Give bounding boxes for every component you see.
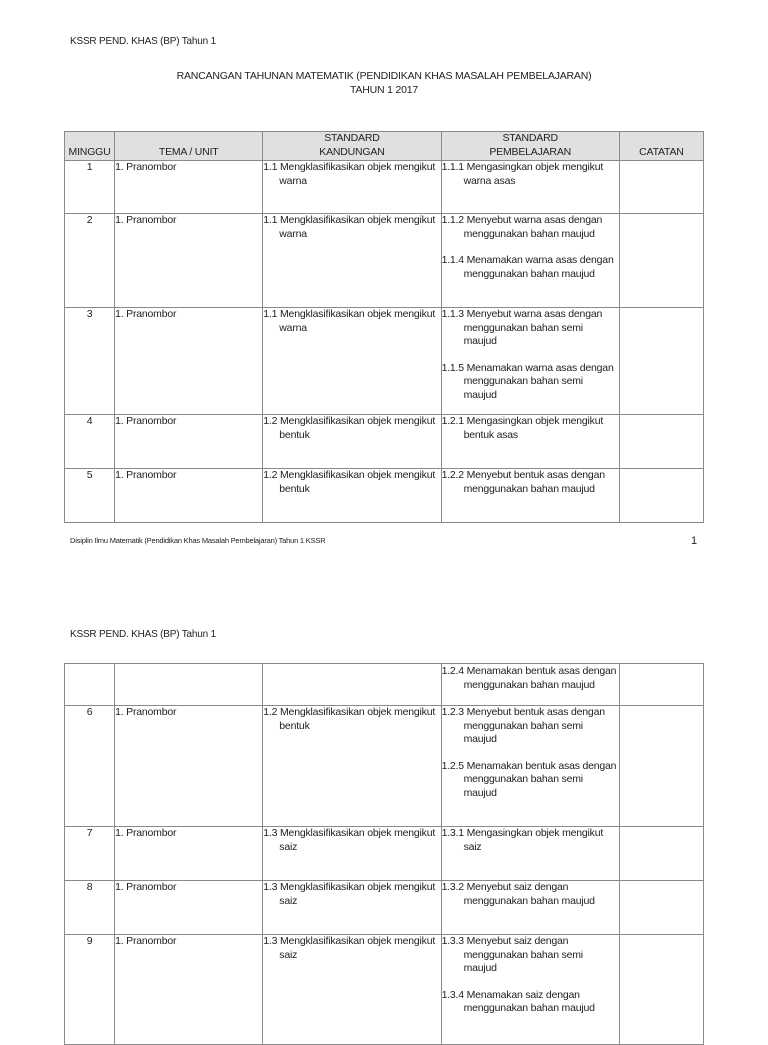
- cell-kandungan: [263, 881, 441, 935]
- cell-pembelajaran: [441, 469, 619, 523]
- cell-catatan: [619, 706, 703, 827]
- cell-tema: 1. Pranombor: [115, 881, 263, 935]
- standard-item: [263, 308, 440, 335]
- cell-kandungan: [263, 469, 441, 523]
- standard-num: 1.1: [263, 308, 278, 320]
- cell-catatan: [619, 161, 703, 214]
- cell-catatan: [619, 214, 703, 308]
- cell-minggu: [65, 664, 115, 706]
- standard-text: Mengklasifikasikan objek mengikut bentuk: [279, 415, 436, 441]
- standard-text: Menyebut bentuk asas dengan menggunakan bahan maujud: [463, 469, 605, 495]
- cell-minggu: 1: [65, 161, 115, 214]
- cell-kandungan: [263, 706, 441, 827]
- standard-num: 1.2: [263, 469, 278, 481]
- standard-item: [442, 665, 619, 692]
- table-row: [65, 308, 704, 415]
- cell-kandungan: [263, 214, 441, 308]
- standard-item: [442, 760, 619, 801]
- cell-catatan: [619, 308, 703, 415]
- standard-num: 1.2.2: [441, 469, 464, 481]
- standard-num: 1.3.3: [441, 935, 464, 947]
- standard-text: Mengklasifikasikan objek mengikut saiz: [279, 881, 436, 907]
- standard-text: Menamakan warna asas dengan menggunakan bahan maujud: [463, 254, 614, 280]
- cell-minggu: 3: [65, 308, 115, 415]
- table-row: [65, 827, 704, 881]
- standard-num: 1.3: [263, 881, 278, 893]
- document-title: [64, 69, 704, 97]
- standard-text: Mengklasifikasikan objek mengikut warna: [279, 214, 436, 240]
- standard-text: Menyebut saiz dengan menggunakan bahan maujud: [463, 881, 595, 907]
- header-catatan: CATATAN: [619, 132, 703, 161]
- header-pembelajaran-line2: PEMBELAJARAN: [489, 145, 572, 158]
- standard-num: 1.3.1: [441, 827, 464, 839]
- cell-kandungan: [263, 308, 441, 415]
- table-row: [65, 664, 704, 706]
- document-title-line2: TAHUN 1 2017: [349, 84, 419, 96]
- cell-minggu: 8: [65, 881, 115, 935]
- cell-kandungan: [263, 161, 441, 214]
- standard-text: Menamakan bentuk asas dengan menggunakan bahan semi maujud: [463, 759, 617, 799]
- cell-pembelajaran: [441, 664, 619, 706]
- standard-text: Menamakan warna asas dengan menggunakan bahan semi maujud: [463, 361, 614, 401]
- cell-tema: 1. Pranombor: [115, 214, 263, 308]
- standard-item: [263, 415, 440, 442]
- document-title-line1: RANCANGAN TAHUNAN MATEMATIK (PENDIDIKAN KHAS MASALAH PEMBELAJARAN): [176, 70, 592, 82]
- cell-minggu: 9: [65, 935, 115, 1045]
- cell-pembelajaran: [441, 881, 619, 935]
- cell-pembelajaran: [441, 308, 619, 415]
- header-kandungan-line1: STANDARD: [324, 132, 380, 144]
- standard-num: 1.1.2: [441, 214, 464, 226]
- table-row: [65, 935, 704, 1045]
- standard-text: Mengklasifikasikan objek mengikut saiz: [279, 827, 436, 853]
- standard-item: [442, 469, 619, 496]
- header-minggu: MINGGU: [65, 132, 115, 161]
- table-row: [65, 469, 704, 523]
- standard-text: Menamakan bentuk asas dengan menggunakan bahan maujud: [463, 665, 617, 691]
- standard-num: 1.2.5: [441, 759, 464, 772]
- standard-num: 1.1: [263, 161, 278, 173]
- standard-text: Mengklasifikasikan objek mengikut warna: [279, 308, 436, 334]
- plan-table-page2: [64, 663, 704, 1045]
- standard-num: 1.2.4: [441, 665, 464, 677]
- cell-tema: 1. Pranombor: [115, 161, 263, 214]
- header-pembelajaran-line1: STANDARD: [502, 132, 558, 144]
- cell-kandungan: [263, 664, 441, 706]
- standard-text: Mengasingkan objek mengikut bentuk asas: [463, 415, 604, 441]
- table-row: [65, 214, 704, 308]
- standard-num: 1.2: [263, 415, 278, 427]
- standard-num: 1.3.4: [441, 988, 464, 1001]
- table-row: [65, 881, 704, 935]
- standard-item: [442, 161, 619, 188]
- standard-item: [442, 706, 619, 747]
- standard-text: Menamakan saiz dengan menggunakan bahan maujud: [463, 988, 595, 1014]
- standard-text: Menyebut bentuk asas dengan menggunakan bahan semi maujud: [463, 706, 605, 745]
- cell-pembelajaran: [441, 415, 619, 469]
- cell-minggu: 7: [65, 827, 115, 881]
- table-row: [65, 415, 704, 469]
- cell-catatan: [619, 469, 703, 523]
- standard-item: [263, 469, 440, 496]
- cell-kandungan: [263, 415, 441, 469]
- standard-item: [442, 415, 619, 442]
- standard-text: Menyebut warna asas dengan menggunakan bahan semi maujud: [463, 308, 603, 347]
- standard-num: 1.3.2: [441, 881, 464, 893]
- cell-tema: [115, 664, 263, 706]
- page-number: 1: [691, 535, 697, 547]
- table-row: [65, 161, 704, 214]
- page-header: KSSR PEND. KHAS (BP) Tahun 1: [70, 36, 216, 47]
- standard-text: Mengasingkan objek mengikut saiz: [463, 827, 604, 853]
- standard-num: 1.2.1: [441, 415, 464, 427]
- standard-item: [263, 706, 440, 733]
- standard-item: [442, 881, 619, 908]
- cell-catatan: [619, 415, 703, 469]
- standard-item: [442, 362, 619, 403]
- standard-item: [442, 935, 619, 976]
- standard-item: [263, 214, 440, 241]
- cell-tema: 1. Pranombor: [115, 935, 263, 1045]
- cell-minggu: 5: [65, 469, 115, 523]
- standard-item: [442, 989, 619, 1016]
- header-kandungan: [263, 132, 441, 161]
- standard-num: 1.1.1: [441, 161, 464, 173]
- standard-item: [442, 254, 619, 281]
- cell-minggu: 2: [65, 214, 115, 308]
- cell-pembelajaran: [441, 935, 619, 1045]
- cell-catatan: [619, 881, 703, 935]
- cell-tema: 1. Pranombor: [115, 308, 263, 415]
- cell-minggu: 6: [65, 706, 115, 827]
- page-header: KSSR PEND. KHAS (BP) Tahun 1: [70, 629, 216, 640]
- cell-tema: 1. Pranombor: [115, 827, 263, 881]
- standard-text: Menyebut saiz dengan menggunakan bahan semi maujud: [463, 935, 583, 974]
- cell-kandungan: [263, 935, 441, 1045]
- standard-num: 1.3: [263, 935, 278, 947]
- header-kandungan-line2: KANDUNGAN: [319, 145, 385, 158]
- standard-num: 1.1: [263, 214, 278, 226]
- header-pembelajaran: [441, 132, 619, 161]
- standard-item: [442, 827, 619, 854]
- cell-pembelajaran: [441, 161, 619, 214]
- standard-text: Mengklasifikasikan objek mengikut warna: [279, 161, 436, 187]
- cell-tema: 1. Pranombor: [115, 706, 263, 827]
- standard-num: 1.3: [263, 827, 278, 839]
- standard-num: 1.1.5: [441, 361, 464, 374]
- standard-text: Mengklasifikasikan objek mengikut bentuk: [279, 706, 436, 732]
- standard-text: Mengklasifikasikan objek mengikut saiz: [279, 935, 436, 961]
- standard-item: [263, 935, 440, 962]
- standard-item: [263, 161, 440, 188]
- standard-num: 1.2.3: [441, 706, 464, 718]
- standard-text: Mengasingkan objek mengikut warna asas: [463, 161, 604, 187]
- cell-kandungan: [263, 827, 441, 881]
- cell-pembelajaran: [441, 827, 619, 881]
- standard-num: 1.1.4: [441, 254, 464, 266]
- standard-item: [263, 827, 440, 854]
- standard-num: 1.1.3: [441, 308, 464, 320]
- standard-item: [442, 214, 619, 241]
- cell-catatan: [619, 935, 703, 1045]
- standard-item: [263, 881, 440, 908]
- standard-item: [442, 308, 619, 349]
- cell-tema: 1. Pranombor: [115, 415, 263, 469]
- header-tema: TEMA / UNIT: [115, 132, 263, 161]
- standard-text: Mengklasifikasikan objek mengikut bentuk: [279, 469, 436, 495]
- standard-text: Menyebut warna asas dengan menggunakan bahan maujud: [463, 214, 603, 240]
- cell-pembelajaran: [441, 706, 619, 827]
- standard-num: 1.2: [263, 706, 278, 718]
- cell-catatan: [619, 827, 703, 881]
- cell-pembelajaran: [441, 214, 619, 308]
- cell-minggu: 4: [65, 415, 115, 469]
- plan-table-page1: [64, 131, 704, 523]
- page-footer: Disiplin Ilmu Matematik (Pendidikan Khas Masalah Pembelajaran) Tahun 1 KSSR: [70, 536, 326, 545]
- cell-catatan: [619, 664, 703, 706]
- table-row: [65, 706, 704, 827]
- cell-tema: 1. Pranombor: [115, 469, 263, 523]
